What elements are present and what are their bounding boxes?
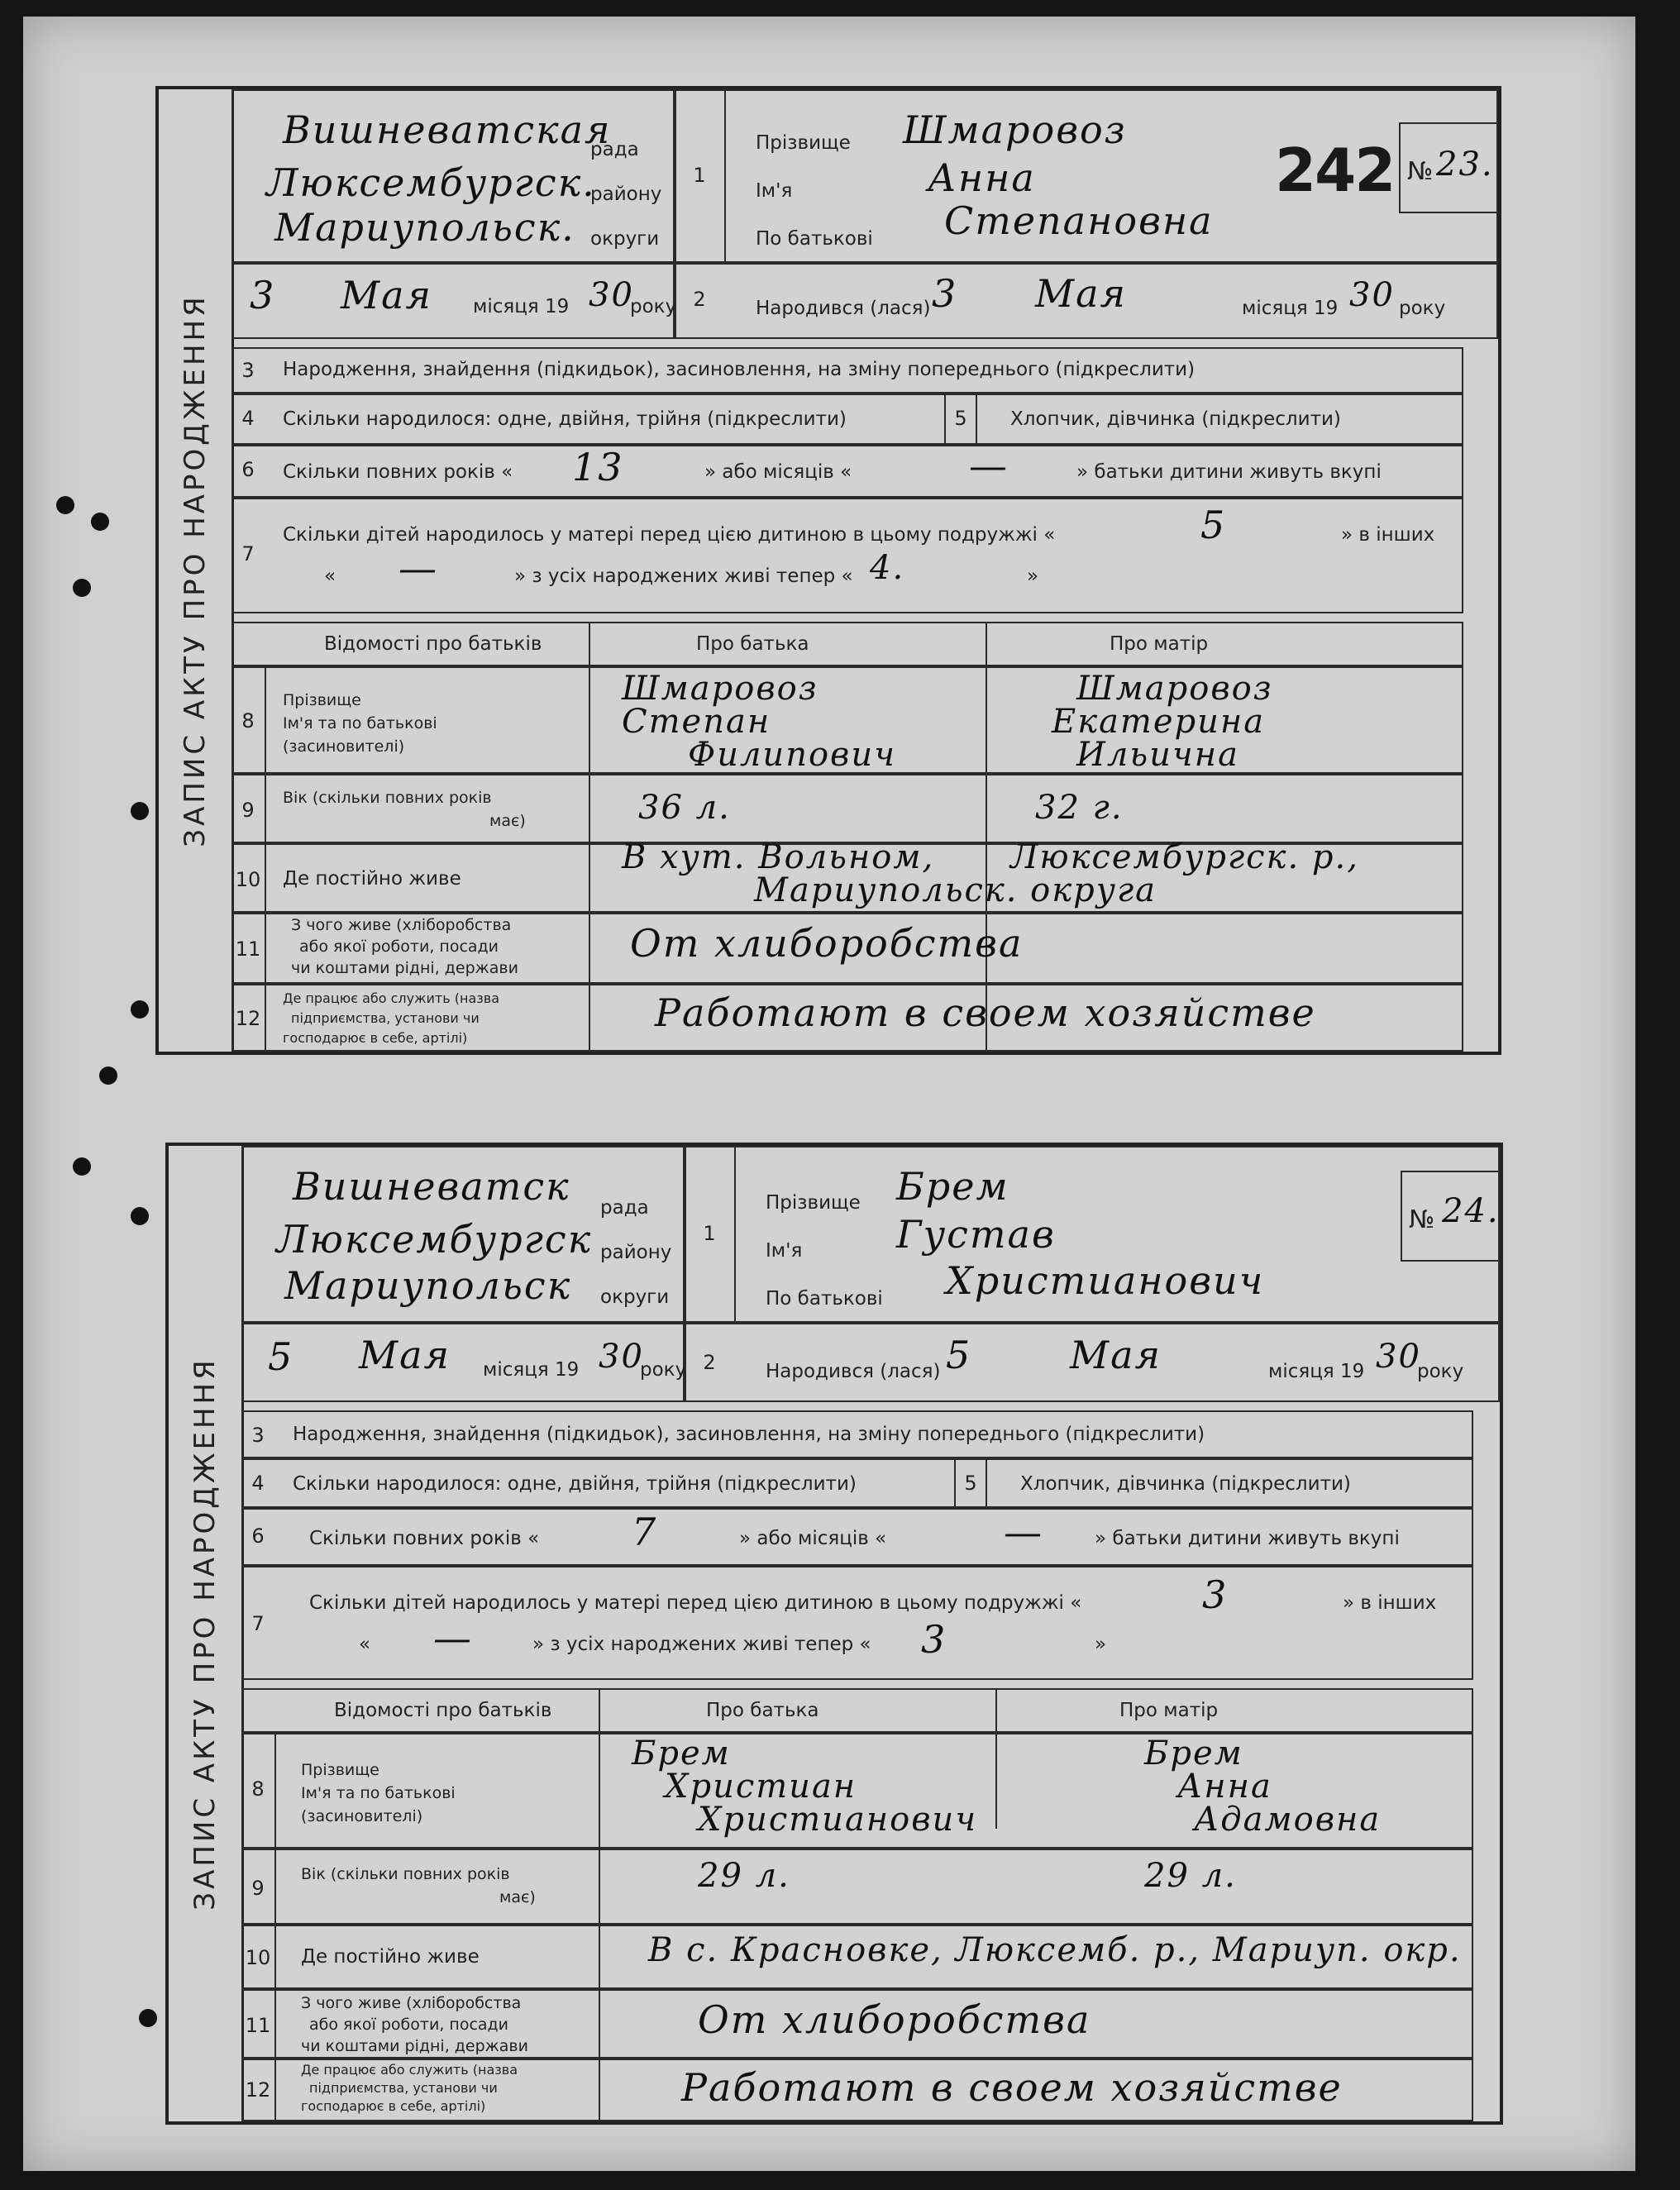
row-9-label-1: Вік (скільки повних років: [283, 789, 492, 807]
children-this-marriage: 3: [1202, 1572, 1229, 1617]
father-first-name: Степан: [622, 703, 771, 741]
birth-year: 30: [1349, 276, 1395, 314]
father-header: Про батька: [706, 1700, 819, 1721]
row-number-5: 5: [954, 407, 967, 430]
birth-month-label: місяця 19: [1268, 1361, 1365, 1382]
row-6-label-b: » або місяців «: [704, 461, 852, 483]
row-12-label-3: господарює в себе, артілі): [283, 1030, 468, 1046]
row-9-label-2: має): [489, 812, 526, 830]
children-alive: 3: [921, 1617, 947, 1662]
number-label: №: [1409, 1205, 1435, 1234]
children-other: —: [399, 546, 438, 590]
mother-first-name: Екатерина: [1052, 703, 1266, 741]
row-number-divider: [734, 1146, 736, 1323]
mother-surname: Брем: [1144, 1734, 1243, 1773]
row-number-6: 6: [251, 1524, 265, 1548]
okrug-label: округи: [590, 228, 660, 250]
row-number-10: 10: [245, 1946, 271, 1969]
row-number-3: 3: [241, 359, 255, 382]
row-7-label-d: » з усіх народжених живі тепер «: [514, 565, 853, 587]
occupation-value: От хлиборобства: [698, 1997, 1091, 2042]
patronymic-value: Степановна: [944, 198, 1214, 243]
years-together: 7: [632, 1510, 658, 1554]
form-spine-title: ЗАПИС АКТУ ПРО НАРОДЖЕННЯ: [179, 293, 212, 847]
binder-hole: [131, 802, 149, 820]
row-number-divider: [724, 89, 726, 263]
father-patronymic: Филипович: [688, 736, 896, 774]
birth-label: Народився (лася): [766, 1361, 941, 1382]
parents-info-header: Відомості про батьків: [334, 1700, 552, 1721]
binder-hole: [99, 1066, 117, 1085]
row-number-9: 9: [241, 799, 255, 822]
okrug-label: округи: [600, 1286, 670, 1308]
row-number-8: 8: [241, 709, 255, 732]
reg-month-label: місяця 19: [473, 296, 570, 317]
row-9-label-2: має): [499, 1888, 536, 1906]
record-number: 23.: [1436, 146, 1494, 184]
row-number-3: 3: [251, 1424, 265, 1447]
rayon-value: Люксембургск.: [266, 160, 596, 205]
row-3-label: Народження, знайдення (підкидьок), засиновлення, на зміну попереднього (підкреслити): [293, 1424, 1205, 1445]
father-surname: Шмаровоз: [622, 670, 819, 708]
children-alive: 4.: [870, 549, 905, 587]
birth-year: 30: [1376, 1338, 1421, 1376]
mother-age: 29 л.: [1144, 1857, 1237, 1895]
row-3-label: Народження, знайдення (підкидьок), засиновлення, на зміну попереднього (підкреслити): [283, 359, 1196, 380]
row-11-label-3: чи коштами рідні, держави: [291, 959, 518, 977]
row-7-label-a: Скільки дітей народилось у матері перед цією дитиною в цьому подружжі «: [309, 1592, 1082, 1614]
row-12-label-1: Де працює або служить (назва: [283, 990, 500, 1006]
form-spine-title: ЗАПИС АКТУ ПРО НАРОДЖЕННЯ: [189, 1357, 222, 1911]
row-7-label-a: Скільки дітей народилось у матері перед цією дитиною в цьому подружжі «: [283, 524, 1056, 546]
residence-line-3: Мариупольск. округа: [754, 871, 1157, 909]
row-11-label-2: або якої роботи, посади: [309, 2016, 509, 2034]
father-age: 29 л.: [698, 1857, 790, 1895]
reg-month: Мая: [341, 273, 432, 317]
stamp-number: 242: [1275, 136, 1395, 205]
row-number-2: 2: [693, 288, 706, 311]
rayon-label: району: [590, 184, 662, 205]
name-value: Анна: [928, 155, 1036, 200]
row-5-label: Хлопчик, дівчинка (підкреслити): [1010, 408, 1341, 430]
row-number-1: 1: [693, 164, 706, 187]
reg-year: 30: [599, 1338, 644, 1376]
binder-hole: [73, 579, 91, 597]
row-number-2: 2: [703, 1351, 716, 1374]
row-number-1: 1: [703, 1222, 716, 1245]
row-number-8: 8: [251, 1777, 265, 1801]
row-4-label: Скільки народилося: одне, двійня, трійня (підкреслити): [283, 408, 847, 430]
row-11-label-2: або якої роботи, посади: [299, 938, 499, 956]
row-number-9: 9: [251, 1877, 265, 1900]
row-12-label-2: підприємства, установи чи: [309, 2080, 498, 2096]
mother-first-name: Анна: [1177, 1768, 1272, 1806]
surname-label: Прізвище: [756, 132, 851, 154]
row-4-label: Скільки народилося: одне, двійня, трійня (підкреслити): [293, 1473, 857, 1495]
row-8-label-3: (засиновителі): [301, 1807, 423, 1825]
row-9: [241, 1849, 1473, 1925]
row-number-5: 5: [964, 1472, 977, 1495]
row-8-label-3: (засиновителі): [283, 737, 405, 756]
binder-hole: [131, 1000, 149, 1019]
row-6-label-b: » або місяців «: [739, 1528, 887, 1549]
workplace-value: Работают в своем хозяйстве: [681, 2065, 1343, 2110]
row-8-label-1: Прізвище: [301, 1761, 379, 1779]
row-10-label: Де постійно живе: [301, 1946, 480, 1968]
workplace-value: Работают в своем хозяйстве: [655, 990, 1316, 1035]
form-spine: [169, 1146, 244, 2121]
children-other: —: [433, 1615, 473, 1660]
row-number-7: 7: [251, 1612, 265, 1635]
binder-hole: [91, 513, 109, 531]
binder-hole: [131, 1207, 149, 1225]
birth-record-form-2: [165, 1143, 1503, 2125]
row-6-label-a: Скільки повних років «: [309, 1528, 540, 1549]
row-11-label-3: чи коштами рідні, держави: [301, 2037, 528, 2055]
record-number: 24.: [1442, 1192, 1500, 1230]
father-age: 36 л.: [638, 789, 731, 827]
row-number-4: 4: [241, 407, 255, 430]
row-number-12: 12: [245, 2078, 271, 2102]
father-patronymic: Христианович: [698, 1801, 978, 1839]
mother-header: Про матір: [1110, 633, 1209, 655]
row-9: [231, 774, 1463, 843]
row-7-label-c: «: [359, 1634, 371, 1655]
row-number-10: 10: [235, 868, 261, 891]
row-7-label-b: » в інших: [1341, 524, 1435, 546]
birth-month: Мая: [1035, 271, 1127, 316]
occupation-value: От хлиборобства: [630, 921, 1024, 966]
row-7: [241, 1566, 1473, 1680]
number-label: №: [1407, 157, 1434, 186]
father-header: Про батька: [696, 633, 809, 655]
rada-value: Вишневатск: [293, 1164, 570, 1209]
okrug-value: Мариупольск.: [274, 205, 575, 250]
row-7-label-e: »: [1095, 1634, 1107, 1655]
row-7-label-c: «: [324, 565, 336, 587]
patronymic-value: Христианович: [946, 1258, 1265, 1303]
mother-age: 32 г.: [1035, 789, 1124, 827]
patronymic-label: По батькові: [766, 1288, 883, 1310]
row-8-label-2: Ім'я та по батькові: [283, 714, 437, 732]
row-7-label-b: » в інших: [1343, 1592, 1437, 1614]
birth-label: Народився (лася): [756, 298, 931, 319]
form-spine: [159, 89, 234, 1052]
mother-patronymic: Адамовна: [1194, 1801, 1382, 1839]
row-number-6: 6: [241, 458, 255, 481]
row-number-11: 11: [235, 938, 261, 961]
row-8-label-2: Ім'я та по батькові: [301, 1784, 456, 1802]
rada-label: рада: [600, 1197, 649, 1219]
row-number-11: 11: [245, 2014, 271, 2037]
parents-info-header: Відомості про батьків: [324, 633, 542, 655]
row-number-12: 12: [235, 1007, 261, 1030]
birth-day: 3: [932, 271, 958, 316]
birth-year-label: року: [1399, 298, 1446, 319]
row-6-label-c: » батьки дитини живуть вкупі: [1076, 461, 1382, 483]
residence-line-1: В с. Красновке, Люксемб. р., Мариуп. окр.: [648, 1931, 1462, 1969]
row-12-label-2: підприємства, установи чи: [291, 1010, 480, 1026]
rada-label: рада: [590, 139, 639, 160]
row-6-label-c: » батьки дитини живуть вкупі: [1095, 1528, 1400, 1549]
row-12-label-1: Де працює або служить (назва: [301, 2062, 518, 2078]
reg-year-label: року: [640, 1359, 687, 1381]
children-this-marriage: 5: [1200, 503, 1227, 547]
name-label: Ім'я: [756, 180, 793, 202]
birth-record-form-1: [155, 86, 1501, 1055]
father-first-name: Христиан: [665, 1768, 857, 1806]
patronymic-label: По батькові: [756, 228, 873, 250]
reg-month-label: місяця 19: [483, 1359, 580, 1381]
birth-day: 5: [946, 1333, 972, 1377]
rada-value: Вишневатская: [283, 107, 612, 152]
surname-value: Брем: [896, 1164, 1009, 1209]
reg-year: 30: [589, 276, 634, 314]
birth-year-label: року: [1417, 1361, 1464, 1382]
months-together: —: [1004, 1510, 1043, 1554]
mother-surname: Шмаровоз: [1076, 670, 1273, 708]
surname-label: Прізвище: [766, 1192, 861, 1214]
row-9-label-1: Вік (скільки повних років: [301, 1865, 510, 1883]
row-11-label-1: З чого живе (хліборобства: [291, 916, 512, 934]
okrug-value: Мариупольск: [284, 1263, 572, 1308]
reg-day: 3: [250, 273, 276, 317]
name-label: Ім'я: [766, 1240, 803, 1262]
row-12-label-3: господарює в себе, артілі): [301, 2098, 486, 2114]
birth-month: Мая: [1070, 1333, 1162, 1377]
binder-hole: [139, 2009, 157, 2027]
row-10-label: Де постійно живе: [283, 868, 461, 890]
binder-hole: [56, 496, 74, 514]
row-11-label-1: З чого живе (хліборобства: [301, 1994, 522, 2012]
mother-patronymic: Ильична: [1076, 736, 1239, 774]
name-value: Густав: [896, 1212, 1056, 1257]
reg-year-label: року: [630, 296, 677, 317]
document-page: [23, 17, 1635, 2171]
residence-line-1: В хут. Вольном,: [622, 838, 935, 876]
binder-hole: [73, 1157, 91, 1176]
row-7-label-e: »: [1027, 565, 1039, 587]
months-together: —: [969, 443, 1009, 488]
surname-value: Шмаровоз: [903, 107, 1127, 152]
years-together: 13: [572, 445, 624, 489]
reg-day: 5: [268, 1334, 294, 1379]
residence-line-2: Люксембургск. р.,: [1010, 838, 1359, 876]
reg-month: Мая: [359, 1333, 451, 1377]
rayon-label: району: [600, 1242, 672, 1263]
row-number-4: 4: [251, 1472, 265, 1495]
row-6-label-a: Скільки повних років «: [283, 461, 513, 483]
row-5-label: Хлопчик, дівчинка (підкреслити): [1020, 1473, 1351, 1495]
birth-month-label: місяця 19: [1242, 298, 1339, 319]
row-7-label-d: » з усіх народжених живі тепер «: [532, 1634, 871, 1655]
row-number-7: 7: [241, 542, 255, 565]
father-surname: Брем: [632, 1734, 731, 1773]
mother-header: Про матір: [1119, 1700, 1219, 1721]
row-8-label-1: Прізвище: [283, 691, 361, 709]
rayon-value: Люксембургск: [276, 1217, 593, 1262]
